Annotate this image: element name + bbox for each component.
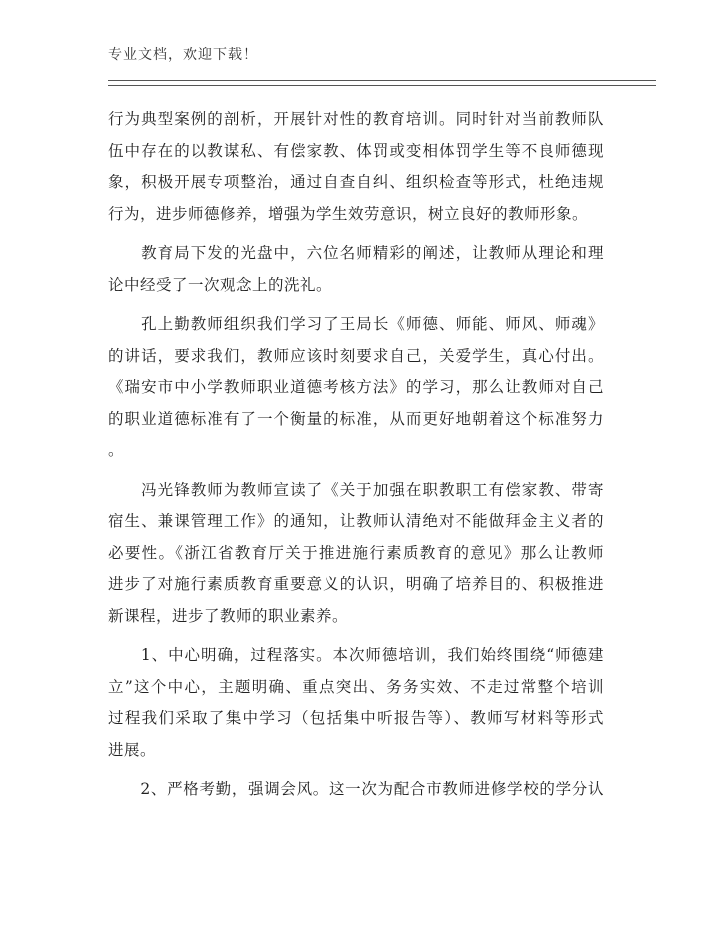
text-line: 冯光锋教师为教师宣读了《关于加强在职教职工有偿家教、带寄 xyxy=(108,480,604,499)
text-line: 宿生、兼课管理工作》的通知，让教师认清绝对不能做拜金主义者的 xyxy=(108,512,604,530)
text-line: 进展。 xyxy=(108,740,157,759)
text-line: 孔上勤教师组织我们学习了王局长《师德、师能、师风、师魂》 xyxy=(108,315,604,333)
text-line: 《瑞安市中小学教师职业道德考核方法》的学习，那么让教师对自己 xyxy=(108,378,604,396)
text-line: 象，积极开展专项整治，通过自查自纠、组织检查等形式，杜绝违规 xyxy=(108,173,604,191)
text-line: 进步了对施行素质教育重要意义的认识，明确了培养目的、积极推进 xyxy=(108,575,604,593)
text-line: 行为，进步师德修养，增强为学生效劳意识，树立良好的教师形象。 xyxy=(108,204,589,223)
text-line: 立”这个中心，主题明确、重点突出、务务实效、不走过常整个培训 xyxy=(108,677,604,696)
text-line: 必要性。《浙江省教育厅关于推进施行素质教育的意见》那么让教师 xyxy=(108,543,604,562)
text-line: 2、严格考勤，强调会风。这一次为配合市教师进修学校的学分认 xyxy=(108,780,604,798)
text-line: 过程我们采取了集中学习（包括集中听报告等）、教师写材料等形式 xyxy=(108,709,604,727)
page-header: 专业文档，欢迎下载！ xyxy=(108,47,258,63)
text-line: 论中经受了一次观念上的洗礼。 xyxy=(108,275,333,294)
text-line: 伍中存在的以教谋私、有偿家教、体罚或变相体罚学生等不良师德现 xyxy=(108,141,604,160)
paragraph xyxy=(108,475,604,633)
text-line: 。 xyxy=(108,441,125,459)
text-line: 1、中心明确，过程落实。本次师德培训，我们始终围绕“师德建 xyxy=(108,646,604,664)
text-line: 教育局下发的光盘中，六位名师精彩的阐述，让教师从理论和理 xyxy=(108,244,604,262)
header-divider xyxy=(108,80,656,86)
document-body xyxy=(108,104,604,806)
paragraph xyxy=(108,774,604,806)
text-line: 的职业道德标准有了一个衡量的标准，从而更好地朝着这个标准努力 xyxy=(108,409,604,428)
paragraph xyxy=(108,104,604,230)
text-line: 的讲话，要求我们，教师应该时刻要求自己，关爱学生，真心付出。 xyxy=(108,346,604,365)
text-line: 行为典型案例的剖析，开展针对性的教育培训。同时针对当前教师队 xyxy=(108,110,604,128)
paragraph xyxy=(108,640,604,766)
paragraph xyxy=(108,238,604,301)
text-line: 新课程，进步了教师的职业素养。 xyxy=(108,606,349,625)
paragraph xyxy=(108,309,604,467)
